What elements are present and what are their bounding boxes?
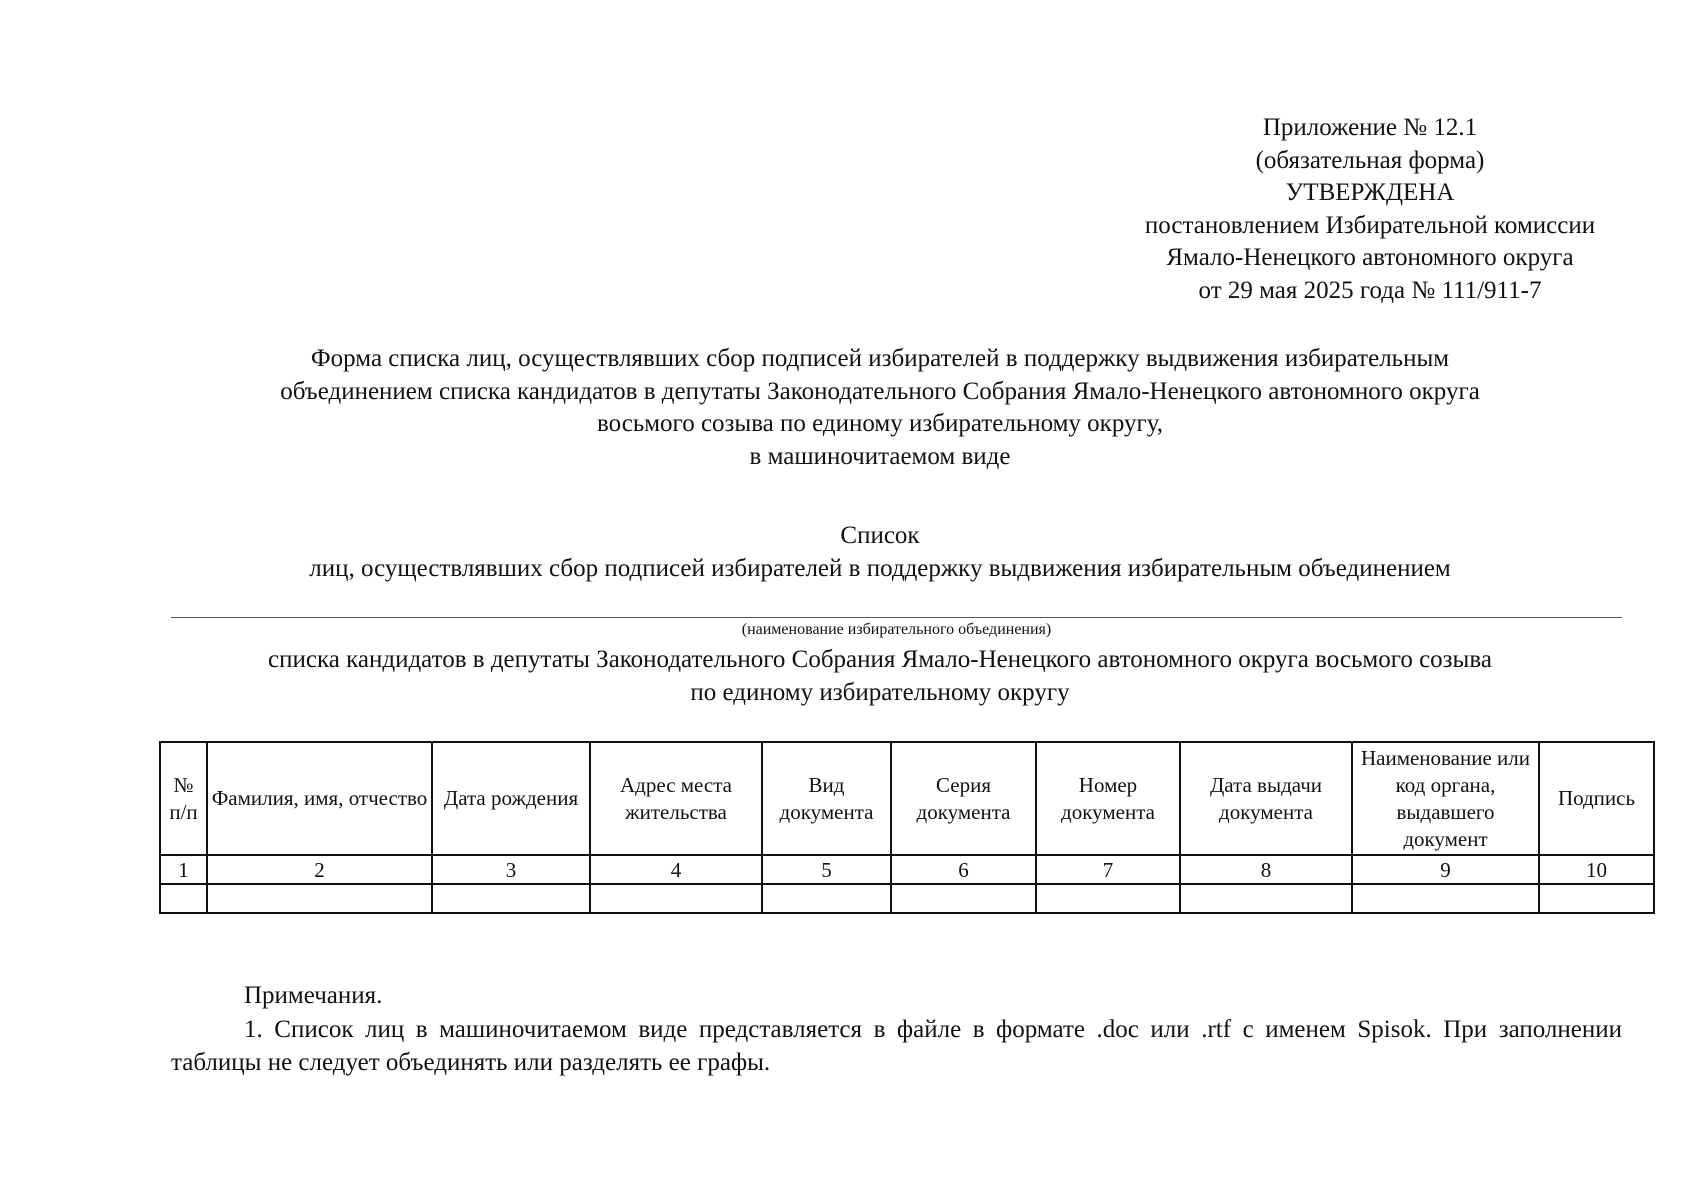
approval-line: Ямало-Ненецкого автономного округа: [1166, 244, 1574, 271]
notes-title: Примечания.: [244, 982, 383, 1009]
header-cell-birth-date: Дата рождения: [432, 742, 590, 855]
note-item: 1. Список лиц в машиночитаемом виде представляется в файле в формате .doc или .rtf с именем Spisok. При заполнении таблицы не следует объединять или разделять ее графы.: [171, 1016, 1622, 1076]
column-number-cell: 3: [432, 855, 590, 884]
table-cell[interactable]: [160, 884, 207, 913]
column-number-cell: 1: [160, 855, 207, 884]
list-continuation-line: списка кандидатов в депутаты Законодательного Собрания Ямало-Ненецкого автономного округа восьмого созыва: [268, 646, 1492, 673]
column-number-cell: 10: [1539, 855, 1654, 884]
header-cell-document-type: Вид документа: [762, 742, 891, 855]
approval-line: УТВЕРЖДЕНА: [1285, 179, 1455, 206]
table-cell[interactable]: [1180, 884, 1352, 913]
form-title-line: в машиночитаемом виде: [749, 442, 1011, 470]
column-number-cell: 8: [1180, 855, 1352, 884]
approval-line: от 29 мая 2025 года № 111/911-7: [1198, 276, 1542, 304]
table-cell[interactable]: [1539, 884, 1654, 913]
header-cell-signature: Подпись: [1539, 742, 1654, 855]
table-cell[interactable]: [432, 884, 590, 913]
header-cell-issue-date: Дата выдачи документа: [1180, 742, 1352, 855]
header-cell-full-name: Фамилия, имя, отчество: [207, 742, 432, 855]
table-header-row: [160, 742, 1654, 855]
approval-line: Приложение № 12.1: [1262, 114, 1478, 141]
header-cell-address: Адрес места жительства: [590, 742, 762, 855]
approval-line: постановлением Избирательной комиссии: [1144, 211, 1596, 239]
form-title-line: восьмого созыва по единому избирательному округу,: [596, 410, 1163, 437]
header-cell-document-number: Номер документа: [1036, 742, 1180, 855]
list-continuation: [160, 644, 1600, 709]
header-cell-number: № п/п: [160, 742, 207, 855]
list-title: Список: [840, 522, 920, 549]
table-cell[interactable]: [207, 884, 432, 913]
list-subtitle: лиц, осуществлявших сбор подписей избирателей в поддержку выдвижения избирательным объединением: [309, 554, 1451, 582]
table-cell[interactable]: [1036, 884, 1180, 913]
form-title: [160, 343, 1600, 473]
list-continuation-line: по единому избирательному округу: [690, 678, 1070, 706]
column-number-cell: 9: [1352, 855, 1539, 884]
column-number-row: [160, 855, 1654, 884]
form-title-line: объединением списка кандидатов в депутаты Законодательного Собрания Ямало-Ненецкого автономного округа: [280, 377, 1480, 405]
approval-line: (обязательная форма): [1255, 146, 1485, 174]
collectors-table: [159, 741, 1655, 914]
association-name-fill-line[interactable]: [171, 617, 1622, 618]
approval-stamp: [1080, 112, 1660, 307]
table-cell[interactable]: [891, 884, 1036, 913]
column-number-cell: 4: [590, 855, 762, 884]
table-row: [160, 884, 1654, 913]
column-number-cell: 2: [207, 855, 432, 884]
column-number-cell: 6: [891, 855, 1036, 884]
column-number-cell: 7: [1036, 855, 1180, 884]
table-cell[interactable]: [1352, 884, 1539, 913]
header-cell-issuing-authority: Наименование или код органа, выдавшего документ: [1352, 742, 1539, 855]
table-cell[interactable]: [762, 884, 891, 913]
association-name-caption: (наименование избирательного объединения): [741, 621, 1052, 638]
form-title-line: Форма списка лиц, осуществлявших сбор подписей избирателей в поддержку выдвижения избирательным: [310, 345, 1450, 372]
table-cell[interactable]: [590, 884, 762, 913]
column-number-cell: 5: [762, 855, 891, 884]
list-heading: [160, 520, 1600, 585]
header-cell-document-series: Серия документа: [891, 742, 1036, 855]
